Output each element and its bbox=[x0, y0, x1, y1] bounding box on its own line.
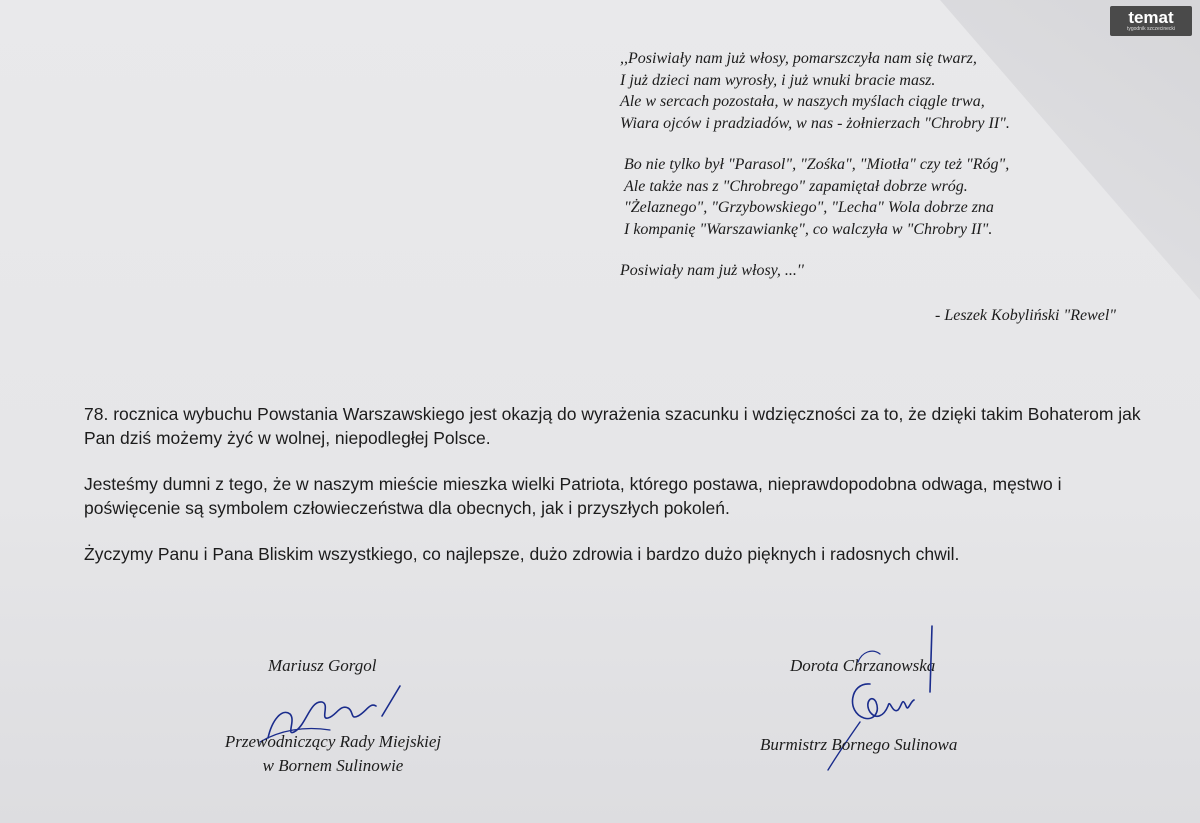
poem-line: "Żelaznego", "Grzybowskiego", "Lecha" Wola dobrze zna bbox=[624, 199, 994, 216]
poem-author: - Leszek Kobyliński "Rewel" bbox=[935, 307, 1116, 324]
poem-line: Bo nie tylko był "Parasol", "Zośka", "Miotła" czy też "Róg", bbox=[624, 156, 1010, 173]
poem-line: I kompanię "Warszawiankę", co walczyła w "Chrobry II". bbox=[624, 220, 993, 238]
poem-line: Ale w sercach pozostała, w naszych myślach ciągle trwa, bbox=[620, 93, 985, 110]
poem-stanza bbox=[620, 48, 1120, 134]
poem-stanza bbox=[620, 260, 1120, 282]
logo-subtext: tygodnik szczecinecki bbox=[1126, 26, 1176, 32]
poem-line: Wiara ojców i pradziadów, w nas - żołnierzach "Chrobry II". bbox=[620, 114, 1010, 132]
title-line: w Bornem Sulinowie bbox=[262, 756, 404, 775]
poem-line: Posiwiały nam już włosy, ...'' bbox=[620, 262, 804, 279]
poem-line: ,,Posiwiały nam już włosy, pomarszczyła nam się twarz, bbox=[620, 50, 977, 67]
signatory-title-right: Burmistrz Bornego Sulinowa bbox=[760, 735, 958, 754]
title-line: Przewodniczący Rady Miejskiej bbox=[224, 732, 442, 751]
poem-stanza bbox=[620, 154, 1120, 240]
signatory-name-left: Mariusz Gorgol bbox=[268, 656, 377, 675]
body-paragraph: Życzymy Panu i Pana Bliskim wszystkiego, co najlepsze, dużo zdrowia i bardzo dużo pięknych i radosnych chwil. bbox=[84, 544, 960, 564]
poem-line: Ale także nas z "Chrobrego" zapamiętał dobrze wróg. bbox=[624, 177, 968, 195]
signatory-title-left bbox=[203, 730, 463, 778]
body-paragraph: Jesteśmy dumni z tego, że w naszym mieście mieszka wielki Patriota, którego postawa, nieprawdopodobna odwaga, męstwo i poświęcenie są symbolem człowieczeństwa dla obecnych, jak i przyszłych pokoleń. bbox=[84, 474, 1062, 518]
poem-block bbox=[620, 48, 1120, 324]
body-paragraph: 78. rocznica wybuchu Powstania Warszawskiego jest okazją do wyrażenia szacunku i wdzięczności za to, że dzięki takim Bohaterom jak Pan dziś możemy żyć w wolnej, niepodległej Polsce. bbox=[84, 404, 1141, 448]
poem-line: I już dzieci nam wyrosły, i już wnuki bracie masz. bbox=[620, 71, 936, 89]
letter-body bbox=[84, 402, 1144, 588]
publisher-logo bbox=[1110, 6, 1192, 36]
logo-text: temat bbox=[1128, 8, 1174, 27]
signatory-name-right: Dorota Chrzanowska bbox=[790, 656, 936, 675]
